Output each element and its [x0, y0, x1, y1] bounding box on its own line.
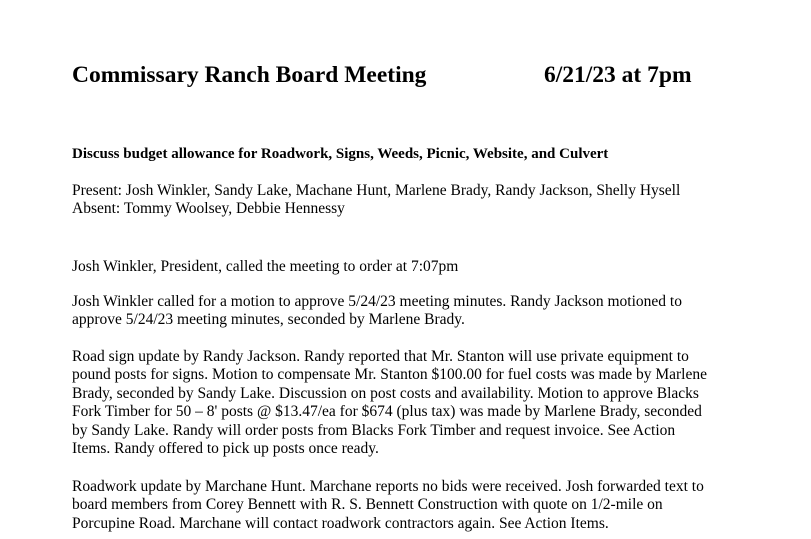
- road-sign-update-line: by Sandy Lake. Randy will order posts from Blacks Fork Timber and request invoice. See Action: [72, 421, 676, 439]
- road-sign-update-line: Road sign update by Randy Jackson. Randy reported that Mr. Stanton will use private equipment to: [72, 348, 689, 365]
- absent-list: Absent: Tommy Woolsey, Debbie Hennessy: [72, 200, 345, 218]
- present-list: Present: Josh Winkler, Sandy Lake, Machane Hunt, Marlene Brady, Randy Jackson, Shelly Hysell: [72, 182, 681, 199]
- road-sign-update-line: Items. Randy offered to pick up posts once ready.: [72, 440, 379, 458]
- call-to-order-paragraph: [72, 258, 752, 276]
- meeting-title: Commissary Ranch Board Meeting: [72, 62, 427, 88]
- minutes-motion-line: approve 5/24/23 meeting minutes, seconded by Marlene Brady.: [72, 311, 465, 329]
- roadwork-update-line: Porcupine Road. Marchane will contact roadwork contractors again. See Action Items.: [72, 514, 609, 532]
- roadwork-update-line: Roadwork update by Marchane Hunt. Marchane reports no bids were received. Josh forwarded text to: [72, 478, 704, 495]
- roadwork-update-paragraph: [72, 478, 752, 533]
- meeting-date-time: 6/21/23 at 7pm: [544, 62, 692, 88]
- minutes-motion-line: Josh Winkler called for a motion to approve 5/24/23 meeting minutes. Randy Jackson motioned to: [72, 293, 682, 310]
- call-to-order-text: Josh Winkler, President, called the meeting to order at 7:07pm: [72, 258, 459, 275]
- road-sign-update-line: Brady, seconded by Sandy Lake. Discussion on post costs and availability. Motion to approve Blacks: [72, 384, 699, 402]
- road-sign-update-line: pound posts for signs. Motion to compensate Mr. Stanton $100.00 for fuel costs was made by Marlene: [72, 366, 707, 384]
- document-header: [72, 62, 752, 96]
- road-sign-update-line: Fork Timber for 50 – 8' posts @ $13.47/ea for $674 (plus tax) was made by Marlene Brady, seconded: [72, 403, 702, 421]
- roadwork-update-line: board members from Corey Bennett with R. S. Bennett Construction with quote on 1/2-mile on: [72, 496, 663, 514]
- meeting-subject: Discuss budget allowance for Roadwork, Signs, Weeds, Picnic, Website, and Culvert: [72, 146, 609, 162]
- attendance-block: [72, 182, 752, 219]
- road-sign-update-paragraph: [72, 348, 752, 458]
- minutes-motion-paragraph: [72, 293, 752, 330]
